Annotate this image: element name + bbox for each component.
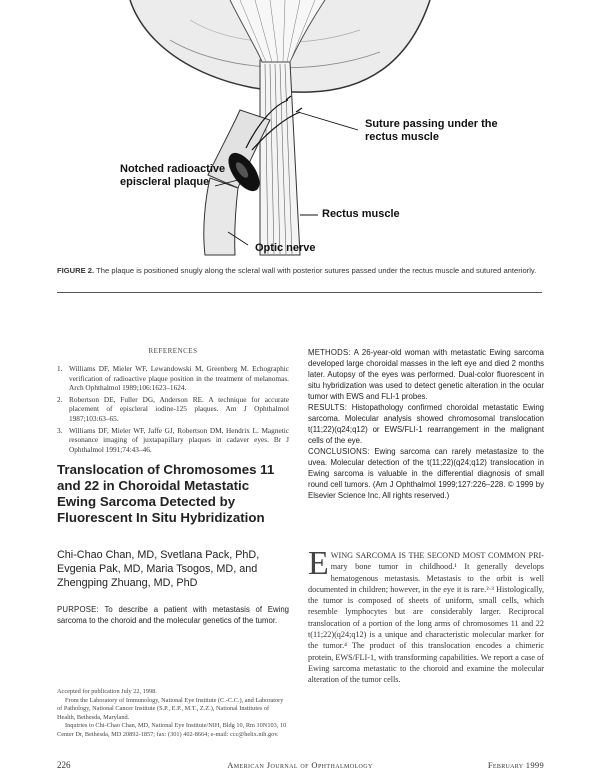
article-notes <box>57 688 289 740</box>
label-suture: Suture passing under the rectus muscle <box>365 118 498 143</box>
body-paragraph <box>308 545 544 686</box>
reference-text: Williams DF, Mieler WF, Lewandowski M, Greenberg M. Echographic verification of radioactive plaque position in the treatment of melanomas. Arch Ophthalmol 1989;106:1623–1624. <box>69 364 289 393</box>
journal-name: American Journal of Ophthalmology <box>227 760 373 770</box>
caption-label: FIGURE 2. <box>57 266 95 275</box>
body-text: mary bone tumor in childhood.¹ It generally develops hematogenous metastasis. Metastasis to the orbit is well documented in children; however, in the eye it is rare.²·³ Histologically, the tumor is composed of sheets of uniform, small cells, which resemble lymphocytes but are considerably larger. Reciprocal translocation of a portion of the long arms of chromosomes 11 and 22 t(11;22)(q24;q12) is a unique and characteristic molecular marker for the tumor.⁴ The product of this translocation encodes a chimeric protein, EWS/FLI-1, with transforming capabilities. We report a case of Ewing sarcoma metastatic to the choroid and examine the molecular alteration of the tumor cells. <box>308 562 544 685</box>
methods-label: METHODS: <box>308 348 351 357</box>
page-number: 226 <box>57 760 71 770</box>
inquiries-note: Inquiries to Chi-Chao Chan, MD, National Eye Institute/NIH, Bldg 10, Rm 10N103, 10 Center Dr, Bethesda, MD 20892-1857; fax: (301) 402-8664; e-mail: ccc@helix.nih.gov. <box>57 722 287 738</box>
reference-text: Robertson DE, Fuller DG, Anderson RE. A technique for accurate placement of episcleral iodine-125 plaques. Am J Ophthalmol 1987;103:63–65. <box>69 394 289 423</box>
reference-item <box>57 364 289 393</box>
issue-date: February 1999 <box>487 760 544 770</box>
label-optic-nerve: Optic nerve <box>255 242 316 254</box>
conclusions-label: CONCLUSIONS: <box>308 447 370 456</box>
conclusions-text: Ewing sarcoma can rarely metastasize to the uvea. Molecular detection of the t(11;22)(q24;q12) translocation in Ewing sarcoma is valuable in the differential diagnosis of small round cell tumors. (Am J Ophthalmol 1999;127:226–228. © 1999 by Elsevier Science Inc. All rights reserved.) <box>308 447 545 500</box>
references-heading: REFERENCES <box>148 347 198 355</box>
reference-number: 2. <box>57 394 63 404</box>
purpose-section <box>57 604 289 626</box>
article-title: Translocation of Chromosomes 11 and 22 in Choroidal Metastatic Ewing Sarcoma Detected by Fluorescent In Situ Hybridization <box>57 462 275 525</box>
figure-caption <box>57 265 542 276</box>
results-text: Histopathology confirmed choroidal metastatic Ewing sarcoma. Molecular analysis showed chromosomal translocation t(11;22)(q24;q12) or EWS/FLI-1 rearrangement in the malignant cells of the eye. <box>308 403 544 445</box>
references-list <box>57 364 289 456</box>
reference-text: Williams DF, Mieler WF, Jaffe GJ, Robertson DM, Hendrix L. Magnetic resonance imaging of juxtapapillary plaques in cadaver eyes. Br J Ophthalmol 1991;74:43–46. <box>69 425 289 454</box>
lead-caps: WING SARCOMA IS THE SECOND MOST COMMON PRI- <box>330 551 544 560</box>
methods-section <box>308 347 544 402</box>
reference-number: 3. <box>57 425 63 435</box>
results-section <box>308 402 544 446</box>
label-plaque: Notched radioactive episcleral plaque <box>120 163 226 188</box>
results-label: RESULTS: <box>308 403 348 412</box>
drop-cap: E <box>308 545 329 582</box>
accepted-note: Accepted for publication July 22, 1998. <box>57 688 157 695</box>
methods-text: A 26-year-old woman with metastatic Ewing sarcoma developed large choroidal masses in the left eye and died 2 months later. Autopsy of the eyes was performed. Dual-color fluorescent in situ hybridization was used to detect genetic alteration in the ocular tumor with EWS and FLI-1 probes. <box>308 348 544 401</box>
reference-item <box>57 395 289 424</box>
affiliation-note: From the Laboratory of Immunology, National Eye Institute (C.-C.C.), and Laboratory of Pathology, National Cancer Institute (S.P., E.P., M.T., Z.Z.), National Institutes of Health, Bethesda, Maryland. <box>57 696 284 721</box>
divider <box>57 292 542 293</box>
conclusions-section <box>308 446 544 501</box>
reference-item <box>57 426 289 455</box>
caption-text: The plaque is positioned snugly along the scleral wall with posterior sutures passed under the rectus muscle and sutured anteriorly. <box>96 266 537 275</box>
figure-2 <box>110 0 530 262</box>
purpose-label: PURPOSE: <box>57 605 99 614</box>
abstract <box>308 347 544 501</box>
reference-number: 1. <box>57 364 63 373</box>
article-authors: Chi-Chao Chan, MD, Svetlana Pack, PhD, Evgenia Pak, MD, Maria Tsogos, MD, and Zhengping Zhuang, MD, PhD <box>57 549 260 589</box>
purpose-text: To describe a patient with metastasis of Ewing sarcoma to the choroid and the molecular genetics of the tumor. <box>57 605 290 625</box>
label-rectus: Rectus muscle <box>322 208 400 220</box>
